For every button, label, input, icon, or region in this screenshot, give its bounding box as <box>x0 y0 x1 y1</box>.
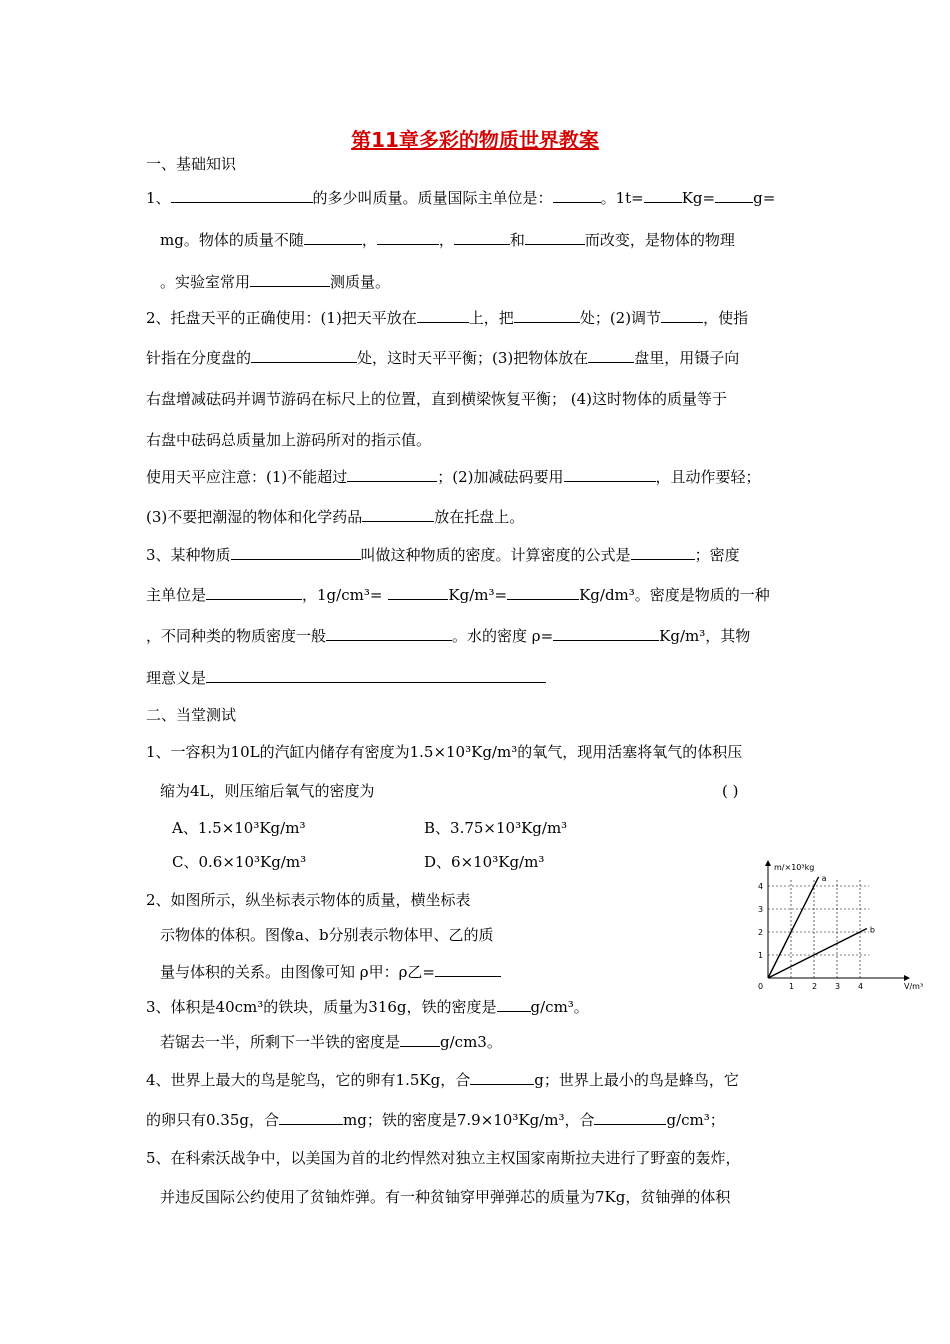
answer-blank[interactable] <box>715 188 753 203</box>
section-heading-test: 二、当堂测试 <box>146 706 237 724</box>
answer-parentheses[interactable]: ( ) <box>722 782 739 800</box>
answer-blank[interactable] <box>631 545 695 560</box>
answer-blank[interactable] <box>251 348 357 363</box>
answer-blank[interactable] <box>661 308 703 323</box>
answer-blank[interactable] <box>231 545 361 560</box>
q1-line3: 。实验室常用 测质量。 <box>160 273 391 291</box>
series-label-a: a <box>821 873 827 883</box>
q2-line6: (3)不要把潮湿的物体和化学药品 放在托盘上。 <box>146 508 525 526</box>
x-axis-label: V/m³ <box>904 982 924 991</box>
q3-line3: ，不同种类的物质密度一般 。水的密度 ρ= Kg/m³，其物 <box>146 627 751 645</box>
answer-blank[interactable] <box>171 188 313 203</box>
y-axis-arrow <box>765 860 771 866</box>
answer-blank[interactable] <box>279 1110 343 1125</box>
answer-blank[interactable] <box>304 230 362 245</box>
q1-line2: mg。物体的质量不随 ， ， 和 而改变，是物体的物理 <box>160 231 735 249</box>
page-title: 第11章多彩的物质世界教案 <box>351 128 599 152</box>
t1-line2: 缩为4L，则压缩后氧气的密度为 <box>160 782 375 800</box>
y-tick-label: 4 <box>758 882 764 891</box>
q1-line1: 1、 的多少叫质量。质量国际主单位是： 。1t= Kg= g= <box>146 189 776 207</box>
option-b[interactable]: B、3.75×10³Kg/m³ <box>424 819 568 837</box>
answer-blank[interactable] <box>388 585 448 600</box>
series-label-b: b <box>869 925 875 935</box>
answer-blank[interactable] <box>454 230 510 245</box>
section-heading-basic: 一、基础知识 <box>146 155 237 173</box>
answer-blank[interactable] <box>514 308 580 323</box>
series-line-a <box>768 877 819 978</box>
y-axis-label: m/×10³kg <box>774 863 815 872</box>
answer-blank[interactable] <box>588 348 634 363</box>
q3-line4: 理意义是 <box>146 668 546 688</box>
y-tick-label: 3 <box>758 905 764 914</box>
option-d[interactable]: D、6×10³Kg/m³ <box>424 853 545 871</box>
answer-blank[interactable] <box>417 308 469 323</box>
chart-grid <box>768 879 869 978</box>
q2-line5: 使用天平应注意：(1)不能超过 ；(2)加减砝码要用 ，且动作要轻； <box>146 468 761 486</box>
answer-blank[interactable] <box>553 626 659 641</box>
q2-line4: 右盘中砝码总质量加上游码所对的指示值。 <box>146 431 432 449</box>
option-a[interactable]: A、1.5×10³Kg/m³ <box>172 819 306 837</box>
x-tick-label: 4 <box>858 982 864 991</box>
t2-line3: 量与体积的关系。由图像可知 ρ甲：ρ乙= <box>160 962 501 982</box>
t5-line1: 5、在科索沃战争中，以美国为首的北约悍然对独立主权国家南斯拉夫进行了野蛮的轰炸， <box>146 1149 741 1167</box>
t3-line2: 若锯去一半，所剩下一半铁的密度是 g/cm3。 <box>160 1033 502 1051</box>
answer-blank[interactable] <box>206 585 302 600</box>
answer-blank[interactable] <box>206 668 546 683</box>
y-tick-label: 1 <box>758 951 764 960</box>
answer-blank[interactable] <box>470 1070 534 1085</box>
mass-volume-graph <box>754 858 934 994</box>
x-axis-arrow <box>904 975 910 981</box>
answer-blank[interactable] <box>497 997 531 1012</box>
answer-blank[interactable] <box>400 1032 440 1047</box>
answer-blank[interactable] <box>347 467 437 482</box>
q3-line1: 3、某种物质 叫做这种物质的密度。计算密度的公式是 ；密度 <box>146 546 740 564</box>
answer-blank[interactable] <box>525 230 585 245</box>
x-tick-label: 3 <box>835 982 841 991</box>
answer-blank[interactable] <box>435 962 501 977</box>
t5-line2: 并违反国际公约使用了贫铀炸弹。有一种贫铀穿甲弹弹芯的质量为7Kg，贫铀弹的体积 <box>160 1188 731 1206</box>
answer-blank[interactable] <box>377 230 439 245</box>
option-c[interactable]: C、0.6×10³Kg/m³ <box>172 853 307 871</box>
x-tick-label: 1 <box>789 982 795 991</box>
x-tick-label: 0 <box>758 982 764 991</box>
answer-blank[interactable] <box>507 585 579 600</box>
q2-line1: 2、托盘天平的正确使用：(1)把天平放在 上，把 处；(2)调节 ，使指 <box>146 309 749 327</box>
answer-blank[interactable] <box>564 467 656 482</box>
q2-line3: 右盘增减砝码并调节游码在标尺上的位置，直到横梁恢复平衡； (4)这时物体的质量等于 <box>146 390 728 408</box>
q3-line2: 主单位是 ，1g/cm³= Kg/m³= Kg/dm³。密度是物质的一种 <box>146 586 770 604</box>
answer-blank[interactable] <box>594 1110 666 1125</box>
t4-line1: 4、世界上最大的鸟是鸵鸟，它的卵有1.5Kg，合 g；世界上最小的鸟是蜂鸟，它 <box>146 1071 739 1089</box>
t4-line2: 的卵只有0.35g，合 mg；铁的密度是7.9×10³Kg/m³，合 g/cm³； <box>146 1111 725 1129</box>
answer-blank[interactable] <box>250 272 330 287</box>
q2-line2: 针指在分度盘的 处，这时天平平衡；(3)把物体放在 盘里，用镊子向 <box>146 349 740 367</box>
t3-line1: 3、体积是40cm³的铁块，质量为316g，铁的密度是 g/cm³。 <box>146 998 589 1016</box>
y-tick-label: 2 <box>758 928 764 937</box>
t1-line1: 1、一容积为10L的汽缸内储存有密度为1.5×10³Kg/m³的氧气，现用活塞将氧气的体积压 <box>146 743 743 761</box>
t2-line2: 示物体的体积。图像a、b分别表示物体甲、乙的质 <box>160 926 494 944</box>
answer-blank[interactable] <box>644 188 682 203</box>
answer-blank[interactable] <box>326 626 452 641</box>
answer-blank[interactable] <box>553 188 601 203</box>
answer-blank[interactable] <box>362 507 434 522</box>
t2-line1: 2、如图所示，纵坐标表示物体的质量，横坐标表 <box>146 891 471 909</box>
series-line-b <box>768 929 867 978</box>
x-tick-label: 2 <box>812 982 818 991</box>
